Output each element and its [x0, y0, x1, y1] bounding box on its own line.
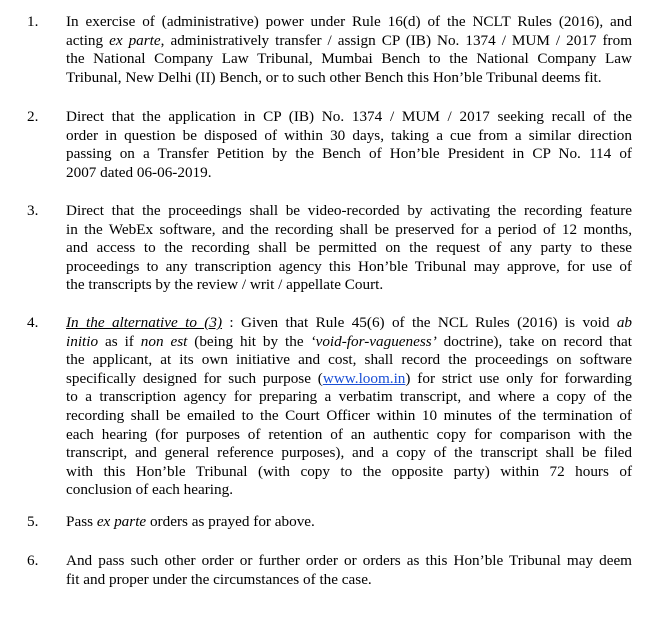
text-line: the applicant, at its own initiative and cost, shall record the proceedings on software — [66, 351, 632, 369]
text-line — [66, 314, 632, 333]
text-fragment: ) for strict use only for forwarding — [405, 369, 632, 387]
text-line: recording shall be emailed to the Court Officer within 10 minutes of the termination of — [66, 406, 632, 424]
item-number: 1. — [27, 13, 39, 30]
item-number: 2. — [27, 108, 39, 125]
text-line: the National Company Law Tribunal, Mumbai Bench to the National Company Law — [66, 50, 632, 68]
text-fragment: specifically designed for such purpose ( — [66, 369, 323, 387]
text-fragment: , administratively transfer / assign CP (IB) No. 1374 / MUM / 2017 from — [160, 31, 633, 49]
text-fragment: (being hit by the — [187, 332, 311, 350]
text-line — [66, 370, 632, 389]
loom-link[interactable]: www.loom.in — [322, 369, 406, 387]
item-text — [66, 13, 632, 87]
text-line: and access to the recording shall be permitted on the request of any party to these — [66, 239, 632, 257]
text-fragment: : Given that Rule 45(6) of the NCL Rules (2016) is void — [222, 314, 617, 331]
text-line-italic-mix — [66, 32, 632, 51]
text-line: And pass such other order or further order or orders as this Hon’ble Tribunal may deem — [66, 552, 632, 569]
text-line: fit and proper under the circumstances of the case. — [66, 570, 372, 588]
italic-term: ab — [616, 314, 633, 331]
text-line: 2007 dated 06-06-2019. — [66, 163, 212, 181]
text-line: the transcripts by the review / writ / appellate Court. — [66, 276, 384, 294]
italic-term: initio — [66, 332, 99, 350]
italic-term: non est — [140, 332, 188, 350]
item-text — [66, 108, 632, 182]
italic-term: ‘void-for-vagueness’ — [310, 332, 437, 350]
text-line — [66, 333, 632, 352]
item-text — [66, 513, 632, 532]
text-line: In exercise of (administrative) power under Rule 16(d) of the NCLT Rules (2016), and — [66, 13, 632, 30]
item-number: 3. — [27, 202, 39, 219]
item-text — [66, 552, 632, 589]
item-number: 4. — [27, 314, 39, 331]
text-line: conclusion of each hearing. — [66, 481, 233, 499]
italic-term: ex parte — [96, 513, 147, 530]
text-fragment: orders as prayed for above. — [146, 513, 315, 530]
text-line: proceedings to any transcription agency this Hon’ble Tribunal may approve, for use of — [66, 257, 632, 275]
text-line: Direct that the proceedings shall be video-recorded by activating the recording feature — [66, 202, 632, 219]
text-line — [66, 513, 632, 532]
item-text — [66, 314, 632, 500]
text-line: order in question be disposed of within 30 days, taking a cue from a similar direction — [66, 126, 632, 144]
italic-term: ex parte — [109, 31, 161, 49]
text-fragment: doctrine), take on record that — [436, 332, 633, 350]
text-fragment: Pass — [66, 513, 97, 530]
underlined-lead: In the alternative to (3) — [66, 314, 223, 331]
text-fragment: as if — [98, 332, 141, 350]
text-line: to a transcription agency for preparing a verbatim transcript, and where a copy of the — [66, 388, 632, 406]
text-line: in the WebEx software, and the recording shall be preserved for a period of 12 months, — [66, 220, 632, 238]
text-line: Tribunal, New Delhi (II) Bench, or to such other Bench this Hon’ble Tribunal deems fit. — [66, 68, 602, 86]
text-fragment: acting — [66, 31, 110, 49]
text-line: passing on a Transfer Petition by the Bench of Hon’ble President in CP No. 114 of — [66, 145, 632, 163]
text-line: each hearing (for purposes of retention of an authentic copy for comparison with the — [66, 425, 632, 443]
item-number: 5. — [27, 513, 39, 530]
text-line: with this Hon’ble Tribunal (with copy to the opposite party) within 72 hours of — [66, 462, 632, 480]
item-text — [66, 202, 632, 295]
text-line: transcript, and general reference purposes), and a copy of the transcript shall be filed — [66, 444, 632, 462]
item-number: 6. — [27, 552, 39, 569]
text-line: Direct that the application in CP (IB) No. 1374 / MUM / 2017 seeking recall of the — [66, 108, 632, 125]
